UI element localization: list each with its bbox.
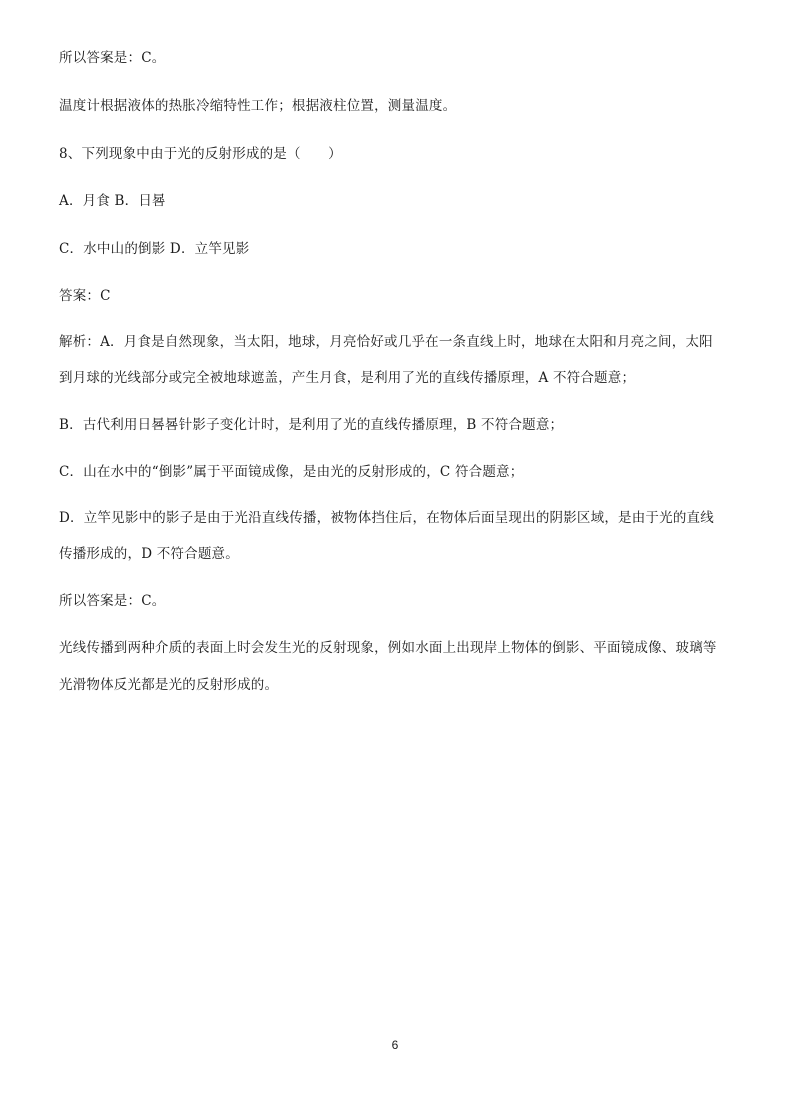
page-number: 6 [391,1038,399,1052]
summary-line-1: 光线传播到两种介质的表面上时会发生光的反射现象，例如水面上出现岸上物体的倒影、平面镜成像、玻璃等 [59,640,717,656]
text-line-answer-2: 所以答案是：C。 [59,593,166,609]
analysis-d-line-1: D．立竿见影中的影子是由于光沿直线传播，被物体挡住后，在物体后面呈现出的阴影区域，是由于光的直线 [59,510,714,526]
text-line-answer-1: 所以答案是：C。 [59,50,166,66]
analysis-c: C．山在水中的“倒影”属于平面镜成像，是由光的反射形成的，C 符合题意； [59,464,524,480]
text-line-explanation-1: 温度计根据液体的热胀冷缩特性工作；根据液柱位置，测量温度。 [59,98,457,114]
answer-label: 答案：C [59,288,111,304]
analysis-d-line-2: 传播形成的，D 不符合题意。 [59,546,239,562]
analysis-b: B．古代利用日晷晷针影子变化计时，是利用了光的直线传播原理，B 不符合题意； [59,417,564,433]
question-8: 8、下列现象中由于光的反射形成的是（ ） [59,146,342,162]
options-a-b: A．月食 B．日晷 [59,193,166,209]
analysis-line-2: 到月球的光线部分或完全被地球遮盖，产生月食，是利用了光的直线传播原理，A 不符合题意； [59,370,636,386]
options-c-d: C．水中山的倒影 D．立竿见影 [59,241,250,257]
analysis-line-1: 解析：A．月食是自然现象，当太阳，地球，月亮恰好或几乎在一条直线上时，地球在太阳和月亮之间，太阳 [59,334,713,350]
summary-line-2: 光滑物体反光都是光的反射形成的。 [59,677,279,693]
